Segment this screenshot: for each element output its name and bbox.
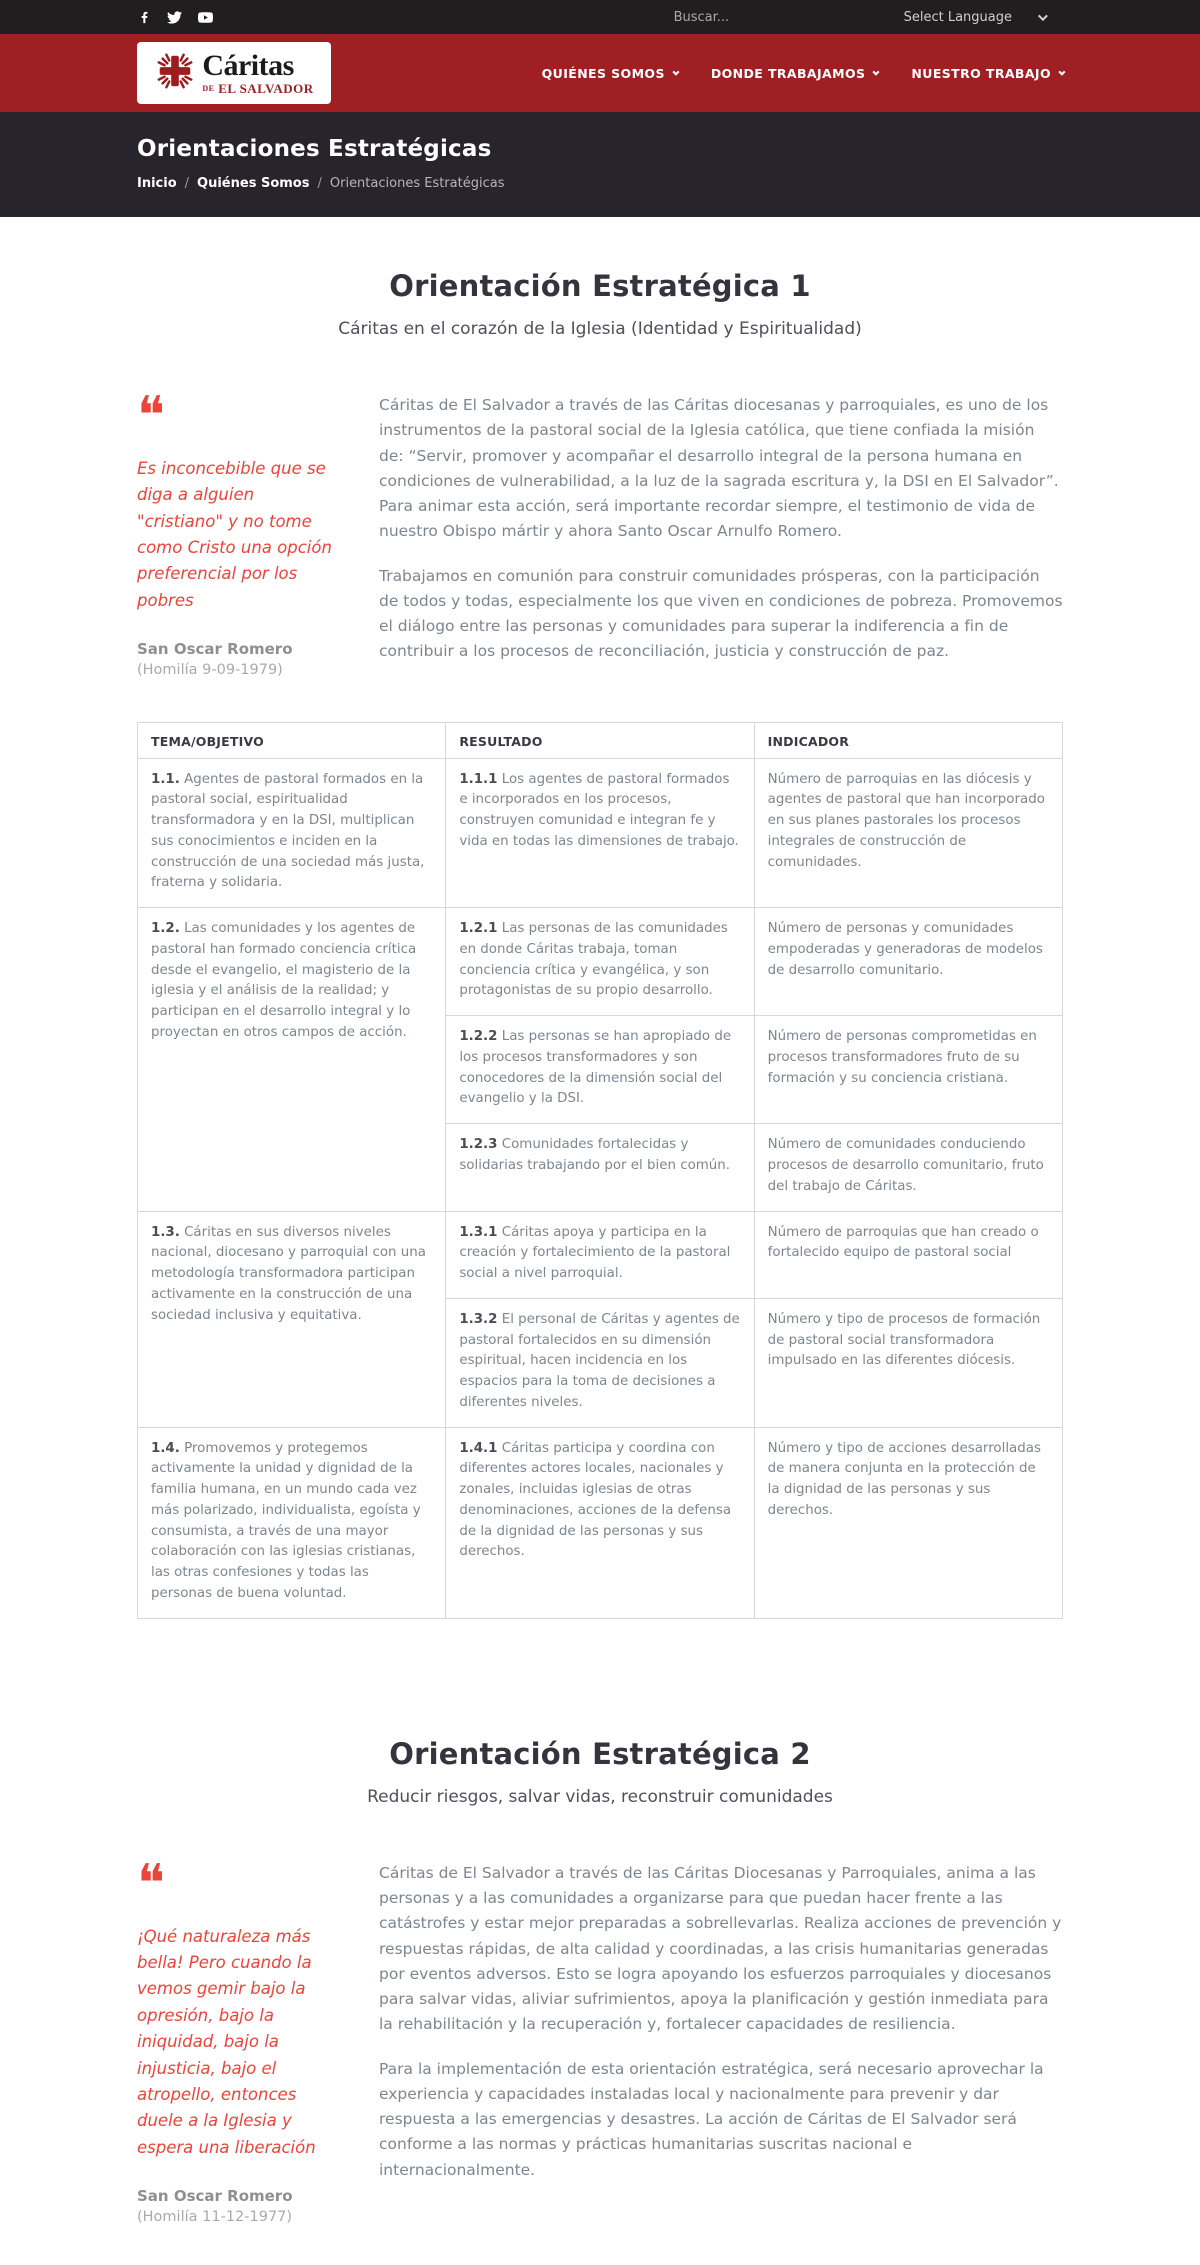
chevron-down-icon xyxy=(672,68,679,75)
caritas-cross-icon xyxy=(154,50,196,96)
table-header-row xyxy=(138,722,1063,758)
indicador-cell: Número de parroquias en las diócesis y agentes de pastoral que han incorporado en sus planes pastorales los procesos integrales de construcción de comunidades. xyxy=(754,758,1062,908)
section1-subtitle: Cáritas en el corazón de la Iglesia (Identidad y Espiritualidad) xyxy=(338,319,862,339)
main-navigation xyxy=(542,66,1063,81)
resultado-cell: 1.2.3 Comunidades fortalecidas y solidarias trabajando por el bien común. xyxy=(446,1124,754,1211)
chevron-down-icon xyxy=(1038,11,1048,21)
indicador-cell: Número y tipo de acciones desarrolladas de manera conjunta en la protección de la dignidad de las personas y sus derechos. xyxy=(754,1427,1062,1618)
quote-text: Es inconcebible que se diga a alguien "cristiano" y no tome como Cristo una opción preferencial por los pobres xyxy=(137,458,332,610)
quote-text: ¡Qué naturaleza más bella! Pero cuando la vemos gemir bajo la opresión, bajo la iniquidad, bajo la injusticia, bajo el atropello, entonces duele a la Iglesia y espera una liberación xyxy=(137,1926,316,2157)
logo-subtitle: DE EL SALVADOR xyxy=(202,81,314,96)
quote-icon: ❝ xyxy=(137,1853,165,1914)
breadcrumb: Inicio / Quiénes Somos / Orientaciones Estratégicas xyxy=(137,176,505,191)
indicador-cell: Número y tipo de procesos de formación de pastoral social transformadora impulsado en las diferentes diócesis. xyxy=(754,1298,1062,1427)
indicador-cell: Número de personas comprometidas en procesos transformadores fruto de su formación y su conciencia cristiana. xyxy=(754,1016,1062,1124)
youtube-icon[interactable] xyxy=(197,10,214,25)
search-input[interactable] xyxy=(674,10,794,25)
resultado-cell: 1.4.1 Cáritas participa y coordina con diferentes actores locales, nacionales y zonales, incluidas iglesias de otras denominaciones, acciones de la defensa de la dignidad de las personas y sus derechos. xyxy=(446,1427,754,1618)
twitter-icon[interactable] xyxy=(166,10,183,25)
quote-source: (Homilía 9-09-1979) xyxy=(137,662,283,679)
section2-quote-block xyxy=(137,1853,343,2226)
section2-subtitle: Reducir riesgos, salvar vidas, reconstruir comunidades xyxy=(367,1786,833,1807)
breadcrumb-current: Orientaciones Estratégicas xyxy=(329,176,505,191)
page-title-band xyxy=(0,112,1200,217)
language-selector[interactable] xyxy=(904,10,1063,25)
quote-icon: ❝ xyxy=(137,386,165,446)
table-row xyxy=(138,1427,1063,1618)
section1-title: Orientación Estratégica 1 xyxy=(389,269,811,303)
chevron-down-icon xyxy=(873,68,880,75)
quote-author: San Oscar Romero xyxy=(137,640,293,659)
breadcrumb-parent[interactable]: Quiénes Somos xyxy=(197,176,310,191)
table-row xyxy=(138,758,1063,908)
objectives-table xyxy=(137,722,1063,1619)
quote-author: San Oscar Romero xyxy=(137,2187,293,2206)
social-links xyxy=(137,10,214,25)
section2-body xyxy=(379,1861,1063,2202)
tema-cell: 1.3. Cáritas en sus diversos niveles nacional, diocesano y parroquial con una metodología transformadora participan activamente en la construcción de una sociedad inclusiva y equitativa. xyxy=(138,1211,446,1427)
quote-source: (Homilía 11-12-1977) xyxy=(137,2209,293,2226)
nav-item-quienes-somos[interactable]: QUIÉNES SOMOS xyxy=(542,66,677,81)
site-header xyxy=(0,34,1200,112)
nav-item-donde-trabajamos[interactable]: DONDE TRABAJAMOS xyxy=(711,66,878,81)
section2-paragraph-1: Cáritas de El Salvador a través de las Cáritas Diocesanas y Parroquiales, anima a las personas y a las comunidades a organizarse para que puedan hacer frente a las catástrofes y estar mejor preparadas a sobrellevarlas. Realiza acciones de prevención y respuestas rápidas, de alta calidad y coordinadas, a las crisis humanitarias generadas por eventos adversos. Esto se logra apoyando los esfuerzos parroquiales y diocesanos para salvar vidas, aliviar sufrimientos, apoya la planificación y gestión inmediata para la rehabilitación y la recuperación y, fortalecer capacidades de resiliencia. xyxy=(379,1863,1062,2034)
facebook-icon[interactable] xyxy=(137,10,152,25)
resultado-cell: 1.3.2 El personal de Cáritas y agentes de pastoral fortalecidos en su dimensión espiritual, hacen incidencia en los espacios para la toma de decisiones a diferentes niveles. xyxy=(446,1298,754,1427)
column-header-resultado: RESULTADO xyxy=(446,722,754,758)
tema-cell: 1.1. Agentes de pastoral formados en la pastoral social, espiritualidad transformadora y en la DSI, multiplican sus conocimientos e inciden en la construcción de una sociedad más justa, fraterna y solidaria. xyxy=(138,758,446,908)
section1-quote-block xyxy=(137,386,343,679)
indicador-cell: Número de parroquias que han creado o fortalecido equipo de pastoral social xyxy=(754,1211,1062,1298)
table-row xyxy=(138,908,1063,1016)
logo-title: Cáritas xyxy=(202,49,294,82)
nav-item-nuestro-trabajo[interactable]: NUESTRO TRABAJO xyxy=(911,66,1063,81)
section1-paragraph-1: Cáritas de El Salvador a través de las Cáritas diocesanas y parroquiales, es uno de los instrumentos de la pastoral social de la Iglesia católica, que tiene confiada la misión de: “Servir, promover y acompañar el desarrollo integral de la persona humana en condiciones de vulnerabilidad, a la luz de la sagrada escritura y, la DSI en El Salvador”. Para animar esta acción, será importante recordar siempre, el testimonio de vida de nuestro Obispo mártir y ahora Santo Oscar Arnulfo Romero. xyxy=(379,396,1059,541)
tema-cell: 1.4. Promovemos y protegemos activamente la unidad y dignidad de la familia humana, en un mundo cada vez más polarizado, individualista, egoísta y consumista, a través de una mayor colaboración con las iglesias cristianas, las otras confesiones y todas las personas de buena voluntad. xyxy=(138,1427,446,1618)
section1-body xyxy=(379,393,1063,684)
breadcrumb-home[interactable]: Inicio xyxy=(137,176,177,191)
top-utility-bar xyxy=(0,0,1200,34)
resultado-cell: 1.2.2 Las personas se han apropiado de los procesos transformadores y son conocedores de la dimensión social del evangelio y la DSI. xyxy=(446,1016,754,1124)
indicador-cell: Número de comunidades conduciendo procesos de desarrollo comunitario, fruto del trabajo de Cáritas. xyxy=(754,1124,1062,1211)
resultado-cell: 1.3.1 Cáritas apoya y participa en la creación y fortalecimiento de la pastoral social a nivel parroquial. xyxy=(446,1211,754,1298)
column-header-tema: TEMA/OBJETIVO xyxy=(138,722,446,758)
table-row xyxy=(138,1211,1063,1298)
caritas-logo[interactable] xyxy=(137,42,331,104)
chevron-down-icon xyxy=(1058,68,1065,75)
section2-paragraph-2: Para la implementación de esta orientación estratégica, será necesario aprovechar la experiencia y capacidades instaladas local y nacionalmente para prevenir y dar respuesta a las emergencias y desastres. La acción de Cáritas de El Salvador será conforme a las normas y prácticas humanitarias suscritas nacional e internacionalmente. xyxy=(379,2059,1044,2179)
resultado-cell: 1.1.1 Los agentes de pastoral formados e incorporados en los procesos, construyen comunidad e integran fe y vida en todas las dimensiones de trabajo. xyxy=(446,758,754,908)
language-selector-label: Select Language xyxy=(903,9,1012,25)
section2-title: Orientación Estratégica 2 xyxy=(389,1736,811,1771)
tema-cell: 1.2. Las comunidades y los agentes de pastoral han formado conciencia crítica desde el evangelio, el magisterio de la iglesia y el análisis de la realidad; y participan en el desarrollo integral y lo proyectan en otros campos de acción. xyxy=(138,908,446,1211)
indicador-cell: Número de personas y comunidades empoderadas y generadoras de modelos de desarrollo comunitario. xyxy=(754,908,1062,1016)
column-header-indicador: INDICADOR xyxy=(754,722,1062,758)
section1-paragraph-2: Trabajamos en comunión para construir comunidades prósperas, con la participación de todos y todas, especialmente los que viven en condiciones de pobreza. Promovemos el diálogo entre las personas y comunidades para superar la indiferencia a fin de contribuir a los procesos de reconciliación, justicia y construcción de paz. xyxy=(379,566,1063,661)
resultado-cell: 1.2.1 Las personas de las comunidades en donde Cáritas trabaja, toman conciencia crítica y evangélica, y son protagonistas de su propio desarrollo. xyxy=(446,908,754,1016)
page-title: Orientaciones Estratégicas xyxy=(137,136,492,162)
